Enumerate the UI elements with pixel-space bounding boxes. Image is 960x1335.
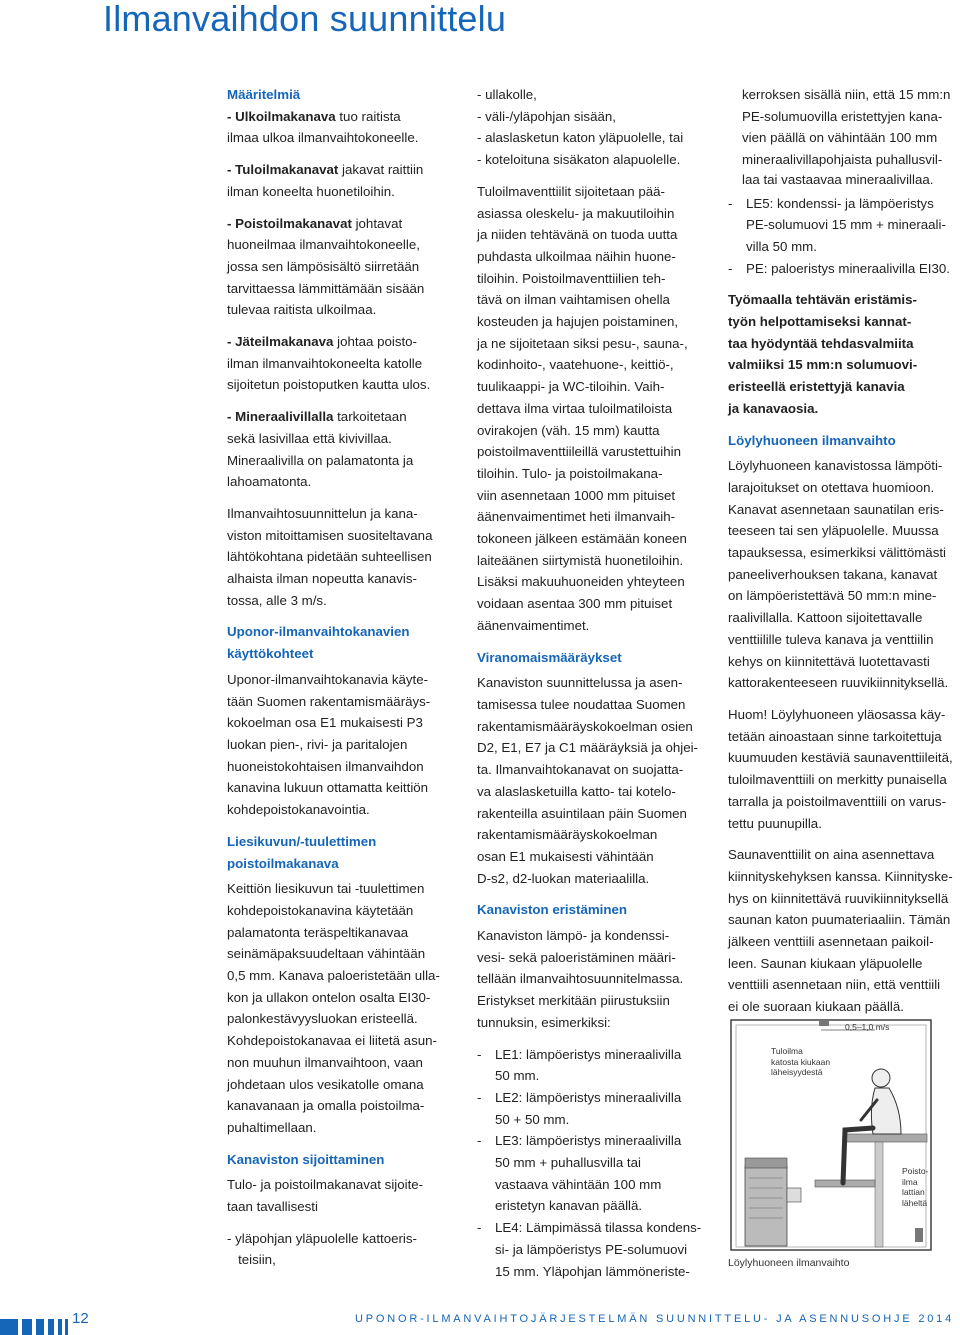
text: laiteäänen siirtymistä huonetiloihin.	[477, 552, 684, 568]
text: 50 mm.	[495, 1068, 540, 1084]
water-bucket	[787, 1188, 801, 1202]
text: PE-solumuovilla eristettyjen kana-	[742, 108, 943, 124]
term: - Poistoilmakanavat	[227, 215, 352, 231]
text: paneeliverhouksen takana, kanavat	[728, 566, 938, 582]
text: ta. Ilmanvaihtokanavat on suojatta-	[477, 762, 684, 778]
text: voidaan asentaa 300 mm pituiset	[477, 596, 673, 612]
text: Keittiön liesikuvun tai -tuulettimen	[227, 881, 425, 897]
text: palamatonta teräspeltikanavaa	[227, 924, 409, 940]
paragraph-venttiilit	[477, 181, 717, 637]
text: vien päällä on vähintään 100 mm	[742, 130, 938, 146]
text: valmiiksi 15 mm:n solumuovi-	[728, 357, 918, 373]
text: tokoneen jälkeen estämään koneen	[477, 531, 687, 547]
exhaust-air-label	[902, 1166, 928, 1208]
paragraph-sijoittaminen	[227, 1174, 467, 1217]
text: johtaa poisto-	[333, 334, 417, 350]
text: viston mitoittamisen suositeltavana	[227, 527, 433, 543]
text: 50 + 50 mm.	[495, 1111, 570, 1127]
paragraph-continuation	[742, 84, 958, 191]
list-item-le1	[477, 1044, 717, 1087]
dash: -	[728, 195, 733, 211]
paragraph-huom	[728, 704, 958, 834]
text: tapauksessa, esimerkiksi välittömästi	[728, 545, 946, 561]
text: tiloihin. Tulo- ja poistoilmakana-	[477, 465, 663, 481]
text: ovirakojen (väh. 15 mm) kautta	[477, 422, 660, 438]
heading-eristaminen: Kanaviston eristäminen	[477, 902, 628, 918]
text: poistoilmakanava	[227, 855, 339, 871]
heading-maaritelmia: Määritelmiä	[227, 87, 301, 102]
text: tarkoitetaan	[333, 409, 407, 425]
text: ilma	[902, 1176, 918, 1187]
text: Saunaventtiilit on aina asennettava	[728, 847, 935, 863]
text: tiloihin. Poistoilmaventtiilien teh-	[477, 270, 666, 286]
text: kosteuden ja hajujen poistaminen,	[477, 314, 679, 330]
text: Mineraalivilla on palamatonta ja	[227, 452, 414, 468]
text: 0,5 mm. Kanava paloeristetään ulla-	[227, 968, 440, 984]
text: kohdepoistokanavointia.	[227, 802, 370, 818]
text: ja kanavaosia.	[728, 400, 819, 416]
heading-liesikuvun	[227, 831, 467, 874]
text: tävä on ilman vaihtamisen ohella	[477, 292, 670, 308]
text: LE4: Lämpimässä tilassa kondens-	[495, 1220, 702, 1236]
text: Työmaalla tehtävän eristämis-	[728, 292, 917, 308]
text: Uponor-ilmanvaihtokanavien	[227, 624, 410, 640]
paragraph-loylyhuone	[728, 455, 958, 694]
text: tuloilmaventtiili on merkitty punaisella	[728, 772, 947, 788]
text: taan tavallisesti	[227, 1199, 318, 1215]
text: palonkestävyysluokan eristeellä.	[227, 1011, 418, 1027]
text: Huom! Löylyhuoneen yläosassa käy-	[728, 706, 946, 722]
text: Uponor-ilmanvaihtokanavia käyte-	[227, 671, 429, 687]
text: työn helpottamiseksi kannat-	[728, 314, 912, 330]
text: kattorakenteeseen ruuvikiinnityksellä.	[728, 675, 949, 691]
text: tään Suomen rakentamismääräys-	[227, 693, 431, 709]
text: LE1: lämpöeristys mineraalivilla	[495, 1046, 682, 1062]
definition-mineraalivilla	[227, 406, 467, 493]
text: raalivillalla. Kattoon sijoitettavalle	[728, 610, 923, 626]
text: kiinnityskehyksen kanssa. Kiinnityske-	[728, 868, 953, 884]
text: rakentamismääräyskokoelman	[477, 827, 658, 843]
text: kohdepoistokanavina käytetään	[227, 902, 414, 918]
dash: -	[477, 1046, 482, 1062]
bench-leg	[875, 1142, 883, 1247]
text: teeseen tai sen yläpuolelle. Muussa	[728, 523, 939, 539]
paragraph-kayttokohteet	[227, 669, 467, 821]
text: läheltä	[902, 1197, 928, 1208]
airflow-speed-label: 0,5–1,0 m/s	[845, 1022, 890, 1032]
footer-decoration	[0, 1305, 70, 1335]
stove-stones	[745, 1158, 787, 1168]
text: Tulo- ja poistoilmakanavat sijoite-	[227, 1177, 424, 1193]
column-3	[728, 84, 958, 1028]
list-item-le2	[477, 1087, 717, 1130]
dash: -	[728, 260, 733, 276]
list-item-pe	[728, 258, 958, 280]
term: - Tuloilmakanavat	[227, 162, 339, 178]
text: Kohdepoistokanavaa ei liitetä asun-	[227, 1033, 437, 1049]
text: leen. Saunan kiukaan yläpuolelle	[728, 955, 923, 971]
text: jälkeen venttiili asennetaan paikoil-	[728, 934, 934, 950]
text: saunan katon puumateriaaliin. Tämän	[728, 912, 951, 928]
text: Poisto-	[902, 1166, 929, 1176]
dash: -	[477, 1220, 482, 1236]
text: vastaava vähintään 100 mm	[495, 1176, 662, 1192]
list-item: - koteloituna sisäkaton alapuolelle.	[477, 152, 681, 168]
text: lattian	[902, 1187, 925, 1197]
text: tossa, alle 3 m/s.	[227, 592, 327, 608]
heading-loylyhuone: Löylyhuoneen ilmanvaihto	[728, 432, 896, 448]
text: osan E1 mukaisesti vähintään	[477, 848, 654, 864]
ceiling-vent	[819, 1020, 829, 1026]
text: Eristykset merkitään piirustuksiin	[477, 993, 670, 1009]
text: dettava ilma virtaa tuloilmatiloista	[477, 400, 673, 416]
text: rakenteilla asuintilaan päin Suomen	[477, 805, 687, 821]
text: si- ja lämpöeristys PE-solumuovi	[495, 1241, 688, 1257]
text: mineraalivillapohjaista puhallusvil-	[742, 152, 943, 168]
text: ei ole suoraan kiukaan päällä.	[728, 999, 904, 1015]
text: rakentamismääräyskokoelman osien	[477, 718, 693, 734]
text: tuulikaappi- ja WC-tiloihin. Vaih-	[477, 379, 665, 395]
text: kehys on kiinnitettävä luotettavasti	[728, 653, 930, 669]
page-title: Ilmanvaihdon suunnittelu	[103, 0, 507, 39]
text: viin asennetaan 1000 mm pituiset	[477, 487, 676, 503]
text: tarvittaessa lämmittämään sisään	[227, 280, 425, 296]
text: tamisessa tulee noudattaa Suomen	[477, 696, 686, 712]
text: tunnuksin, esimerkiksi:	[477, 1014, 611, 1030]
sauna-drawing	[725, 1008, 957, 1258]
term: - Ulkoilmakanava	[227, 108, 336, 124]
term: - Jäteilmakanava	[227, 334, 334, 350]
text: tulevaa raitista ulkoilmaa.	[227, 302, 377, 318]
paragraph-viranomaismaaraykset	[477, 672, 717, 889]
text: luokan pien-, rivi- ja paritalojen	[227, 736, 408, 752]
text: kerroksen sisällä niin, että 15 mm:n	[742, 87, 951, 102]
heading-kayttokohteet	[227, 621, 467, 664]
text: lähtökohtana pidetään suhteellisen	[227, 549, 432, 565]
text: laa tai vastaavaa mineraalivillaa.	[742, 171, 934, 187]
definition-ulkoilmakanava	[227, 106, 467, 149]
upper-bench	[843, 1134, 927, 1142]
text: ilman ilmanvaihtokoneelta katolle	[227, 355, 423, 371]
text: jossa sen lämpösisältö siirretään	[227, 258, 420, 274]
text: johdetaan ulos vesikatolle omana	[227, 1076, 424, 1092]
text: käyttökohteet	[227, 646, 314, 662]
text: Kanavat asennetaan saunatilan eris-	[728, 501, 944, 517]
text: tettu puunupilla.	[728, 815, 822, 831]
text: Löylyhuoneen kanavistossa lämpöti-	[728, 458, 943, 474]
paragraph-mitoitus	[227, 503, 467, 612]
dash: -	[477, 1089, 482, 1105]
text: ilman koneelta huonetiloihin.	[227, 183, 395, 199]
list-item-le5	[728, 193, 958, 258]
page-number: 12	[72, 1310, 89, 1327]
text: lahoamatonta.	[227, 474, 312, 490]
text: 50 mm + puhallusvilla tai	[495, 1155, 641, 1171]
text: LE5: kondenssi- ja lämpöeristys	[746, 195, 934, 211]
text: teisiin,	[227, 1252, 276, 1268]
text: venttiili asennetaan niin, että venttiili	[728, 977, 941, 993]
text: kanavina lukuun ottamatta keittiön	[227, 780, 429, 796]
text: hys on kiinnitettävä ruuvikiinnityksellä	[728, 890, 949, 906]
heading-sijoittaminen: Kanaviston sijoittaminen	[227, 1151, 385, 1167]
paragraph-eristaminen	[477, 925, 717, 1034]
list-item: - väli-/yläpohjan sisään,	[477, 108, 616, 124]
text: kanavanaan ja omalla poistoilma-	[227, 1098, 425, 1114]
text: va alaslasketuilla katto- tai kotelo-	[477, 783, 676, 799]
list-item: - ullakolle,	[477, 87, 537, 102]
text: PE-solumuovi 15 mm + mineraali-	[746, 217, 946, 233]
text: puhaltimellaan.	[227, 1119, 317, 1135]
text: äänenvaimentimet.	[477, 617, 590, 633]
sauna-illustration	[725, 1008, 957, 1280]
text: venttiilille tuleva kanava ja venttiilin	[728, 631, 934, 647]
footer-title: UPONOR-ILMANVAIHTOJÄRJESTELMÄN SUUNNITTELU- JA ASENNUSOHJE 2014	[355, 1313, 954, 1325]
list-item-le4	[477, 1217, 717, 1282]
text: katosta kiukaan	[771, 1056, 831, 1067]
text: kokoelman osa E1 mukaisesti P3	[227, 715, 423, 731]
term: - Mineraalivillalla	[227, 409, 334, 425]
definition-poistoilmakanavat	[227, 213, 467, 322]
definition-jateilmakanava	[227, 331, 467, 396]
text: Liesikuvun/-tuulettimen	[227, 833, 377, 849]
text: ilmaa ulkoa ilmanvaihtokoneelle.	[227, 130, 419, 146]
text: 15 mm. Yläpohjan lämmöneriste-	[495, 1263, 690, 1279]
text: kon ja ullakon ontelon osalta EI30-	[227, 989, 431, 1005]
text: Kanaviston lämpö- ja kondenssi-	[477, 928, 670, 944]
text: on lämpöeristettävä 50 mm:n mine-	[728, 588, 937, 604]
figure-caption: Löylyhuoneen ilmanvaihto	[728, 1257, 850, 1269]
paragraph-saunaventtiilit	[728, 844, 958, 1018]
text: vesi- sekä paloeristäminen määri-	[477, 949, 676, 965]
list-item-kattoeristeisiin	[227, 1228, 467, 1271]
text: Tuloilma	[771, 1046, 803, 1056]
dash: -	[477, 1133, 482, 1149]
supply-air-label	[771, 1046, 830, 1078]
text: Ilmanvaihtosuunnittelun ja kana-	[227, 505, 418, 521]
text: ja niiden tehtävänä on tuoda uutta	[477, 227, 678, 243]
text: seinämäpaksuudeltaan vähintään	[227, 946, 426, 962]
placement-list	[477, 84, 717, 171]
text: kuumuuden kestäviä saunaventtiileitä,	[728, 750, 953, 766]
list-item: - alaslasketun katon yläpuolelle, tai	[477, 130, 684, 146]
text: asiassa oleskelu- ja makuutiloihin	[477, 205, 675, 221]
person-body	[871, 1088, 901, 1134]
text: puhdasta ulkoilmaa näihin huone-	[477, 248, 676, 264]
text: LE3: lämpöeristys mineraalivilla	[495, 1133, 682, 1149]
text: sekä lasivillaa että kivivillaa.	[227, 430, 392, 446]
definition-tuloilmakanavat	[227, 159, 467, 202]
text: tarralla ja poistoilmaventtiili on varus-	[728, 793, 947, 809]
text: alhaista ilman nopeutta kanavis-	[227, 571, 417, 587]
heading-viranomaismaaraykset: Viranomaismääräykset	[477, 649, 622, 665]
text: läheisyydestä	[771, 1067, 823, 1077]
text: äänenvaimentimet heti ilmanvaih-	[477, 509, 676, 525]
text: taa hyödyntää tehdasvalmiita	[728, 335, 914, 351]
text: tetään ainoastaan sinne tarkoitettuja	[728, 728, 942, 744]
text: sijoitetun poistoputken kautta ulos.	[227, 377, 431, 393]
text: ja ne sijoitetaan siksi pesu-, sauna-,	[477, 335, 688, 351]
paragraph-tehdasvalmiit	[728, 289, 958, 419]
text: Lisäksi makuuhuoneiden yhteyteen	[477, 574, 685, 590]
text: D2, E1, E7 ja C1 määräyksiä ja ohjei-	[477, 740, 698, 756]
column-1	[227, 84, 467, 1281]
text: huoneistokohtaisen ilmanvaihdon	[227, 758, 424, 774]
text: Tuloilmaventtiilit sijoitetaan pää-	[477, 183, 665, 199]
text: tellään ilmanvaihtosuunnitelmassa.	[477, 971, 684, 987]
text: johtavat	[351, 215, 403, 231]
text: poistoilmaventtiileillä varustettuihin	[477, 444, 681, 460]
text: LE2: lämpöeristys mineraalivilla	[495, 1089, 682, 1105]
person-head	[872, 1069, 890, 1087]
text: Kanaviston suunnittelussa ja asen-	[477, 675, 683, 691]
text: kodinhoito-, vaatehuone-, keittiö-,	[477, 357, 674, 373]
text: huoneilmaa ilmanvaihtokoneelle,	[227, 237, 420, 253]
text: villa 50 mm.	[746, 238, 817, 254]
text: non muuhun ilmanvaihtoon, vaan	[227, 1054, 423, 1070]
text: eristetyn kanavan päällä.	[495, 1198, 643, 1214]
floor-exhaust-vent	[915, 1228, 923, 1242]
list-item-le3	[477, 1130, 717, 1217]
text: tuo raitista	[335, 108, 401, 124]
text: eristeellä eristettyjä kanavia	[728, 379, 905, 395]
paragraph-liesikuvun	[227, 878, 467, 1138]
text: - yläpohjan yläpuolelle kattoeris-	[227, 1230, 417, 1246]
column-2	[477, 84, 717, 1282]
text: D-s2, d2-luokan materiaalilla.	[477, 870, 650, 886]
text: larajoitukset on otettava huomioon.	[728, 479, 935, 495]
text: PE: paloeristys mineraalivilla EI30.	[746, 260, 950, 276]
text: jakavat raittiin	[338, 162, 424, 178]
